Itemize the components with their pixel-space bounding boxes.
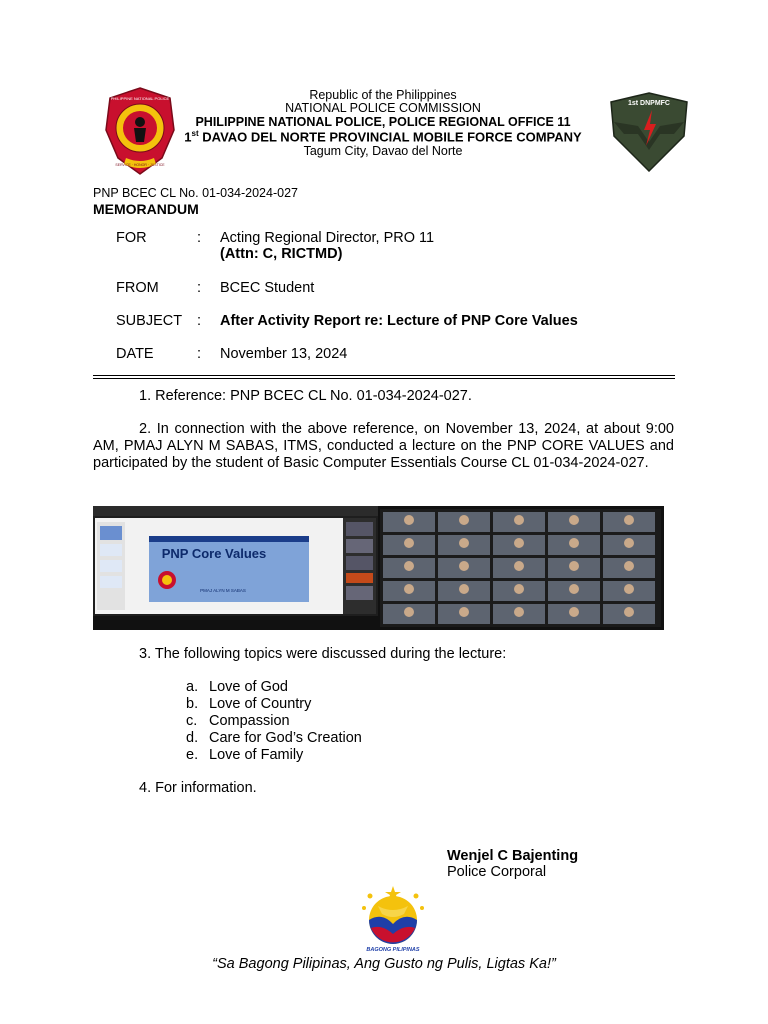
list-item: a. Love of God [186,679,288,695]
paragraph-3: 3. The following topics were discussed during the lecture: [139,646,507,662]
from-label: FROM [116,280,159,296]
lecture-screenshot [93,506,664,630]
subject-colon: : [197,313,202,329]
svg-text:BAGONG PILIPINAS: BAGONG PILIPINAS [366,947,420,953]
footer-motto: “Sa Bagong Pilipinas, Ang Gusto ng Pulis, Ligtas Ka!” [212,956,556,972]
svg-text:SERVICE · HONOR · JUSTICE: SERVICE · HONOR · JUSTICE [115,163,165,167]
for-label: FOR [116,230,147,246]
bagong-pilipinas-logo [354,884,432,954]
subject-value: After Activity Report re: Lecture of PNP Core Values [220,313,578,329]
for-value: Acting Regional Director, PRO 11 [220,230,435,246]
svg-text:1st DNPMFC: 1st DNPMFC [627,100,671,107]
paragraph-1: 1. Reference: PNP BCEC CL No. 01-034-2024-027. [139,388,472,404]
reference-number: PNP BCEC CL No. 01-034-2024-027 [93,186,298,200]
date-label: DATE [116,346,154,362]
from-value: BCEC Student [220,280,315,296]
svg-text:PMAJ ALYN M SABAS: PMAJ ALYN M SABAS [200,588,246,593]
document-type: MEMORANDUM [93,201,199,217]
letterhead-republic: Republic of the Philippines [309,88,457,102]
date-colon: : [197,346,202,362]
for-colon: : [197,230,202,246]
svg-text:PHILIPPINE NATIONAL POLICE: PHILIPPINE NATIONAL POLICE [110,96,170,101]
from-colon: : [197,280,202,296]
signatory-name: Wenjel C Bajenting [447,848,579,864]
topic-list [186,679,362,764]
divider-bottom [93,378,675,379]
divider-top [93,375,675,376]
paragraph-4: 4. For information. [139,780,257,796]
letterhead-address: Tagum City, Davao del Norte [303,144,463,158]
date-value: November 13, 2024 [220,346,348,362]
letterhead-napolcom: NATIONAL POLICE COMMISSION [285,101,481,115]
list-item: e. Love of Family [186,747,304,763]
dnpmfc-badge-logo [608,92,690,172]
letterhead-pnp-pro11: PHILIPPINE NATIONAL POLICE, POLICE REGIONAL OFFICE 11 [195,115,571,129]
signatory-rank: Police Corporal [447,864,547,880]
subject-label: SUBJECT [116,313,183,329]
letterhead-unit: 1st DAVAO DEL NORTE PROVINCIAL MOBILE FORCE COMPANY [184,129,582,145]
lecture-screenshot-image [93,506,664,630]
list-item: b. Love of Country [186,696,312,712]
list-item: c. Compassion [186,713,290,729]
svg-text:PNP Core Values: PNP Core Values [161,546,267,561]
list-item: d. Care for God’s Creation [186,730,362,746]
paragraph-2: 2. In connection with the above reference, on November 13, 2024, at about 9:00 AM, PMAJ ALYN M SABAS, ITMS, conducted a lecture on the PNP CORE VALUES and participated by the student of Basic Computer Essentials Course CL 01-034-2024-027. [93,421,674,471]
for-attention: (Attn: C, RICTMD) [220,246,343,262]
